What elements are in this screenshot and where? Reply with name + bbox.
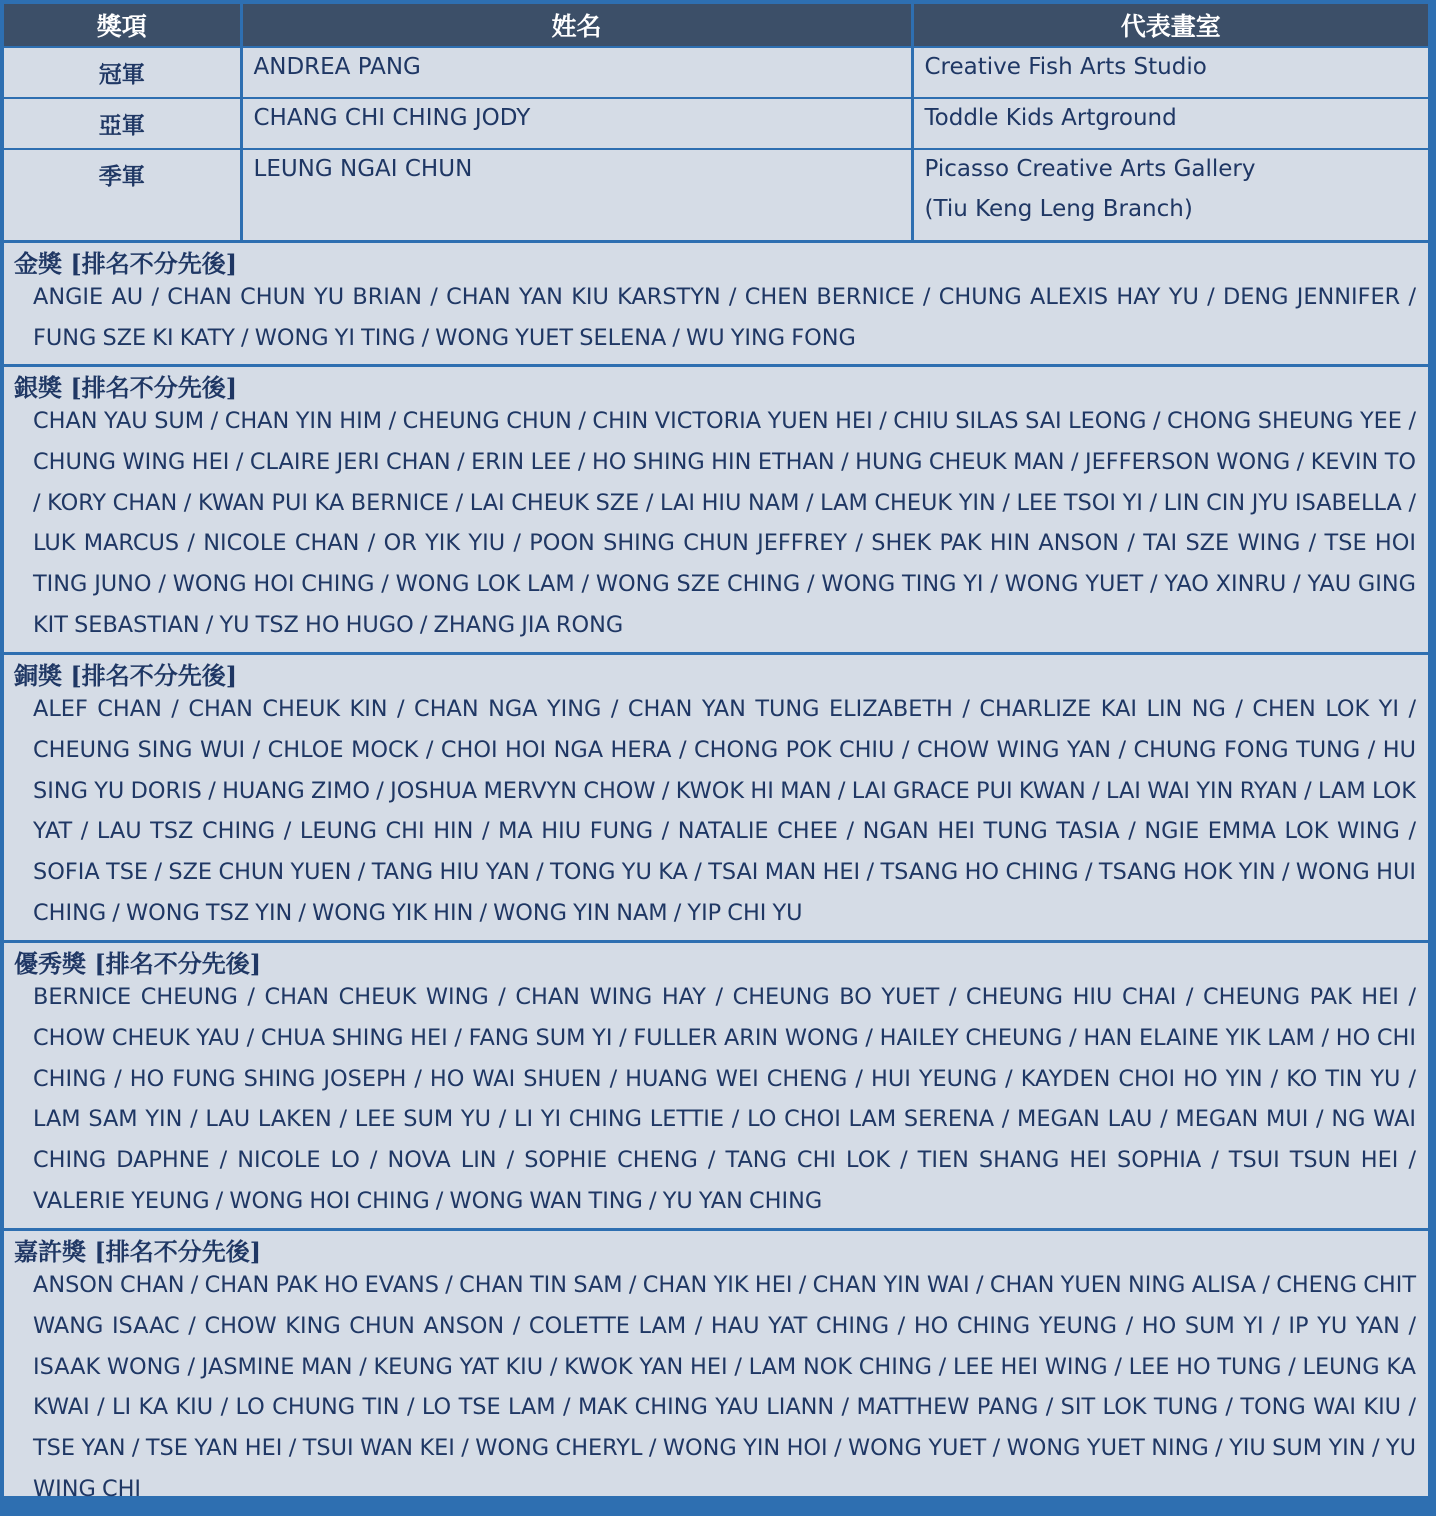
winner-name: ANDREA PANG [253,54,421,80]
studio-cell [912,98,1428,149]
gold-award-section [4,240,1428,364]
award-cell: 亞軍 [4,98,241,149]
winner-name-cell [241,47,912,98]
winner-name: CHANG CHI CHING JODY [253,105,531,131]
winner-name-cell [241,98,912,149]
bronze-award-section [4,652,1428,940]
merit-award-names: BERNICE CHEUNG / CHAN CHEUK WING / CHAN WING HAY / CHEUNG BO YUET / CHEUNG HIU CHAI / CHEUNG PAK HEI / CHOW CHEUK YAU / CHUA SHING HEI / FANG SUM YI / FULLER ARIN WONG / HAILEY CHEUNG / HAN ELAINE YIK LAM / HO CHI CHING / HO FUNG SHING JOSEPH / HO WAI SHUEN / HUANG WEI CHENG / HUI YEUNG / KAYDEN CHOI HO YIN / KO TIN YU / LAM SAM YIN / LAU LAKEN / LEE SUM YU / LI YI CHING LETTIE / LO CHOI LAM SERENA / MEGAN LAU / MEGAN MUI / NG WAI CHING DAPHNE / NICOLE LO / NOVA LIN / SOPHIE CHENG / TANG CHI LOK / TIEN SHANG HEI SOPHIA / TSUI TSUN HEI / VALERIE YEUNG / WONG HOI CHING / WONG WAN TING / YU YAN CHING [33,984,1416,1214]
winner-name-cell [241,149,912,240]
table-row [4,149,1428,240]
header-name: 姓名 [241,4,912,47]
honourable-mention-names: ANSON CHAN / CHAN PAK HO EVANS / CHAN TIN SAM / CHAN YIK HEI / CHAN YIN WAI / CHAN YUEN NING ALISA / CHENG CHIT WANG ISAAC / CHOW KING CHUN ANSON / COLETTE LAM / HAU YAT CHING / HO CHING YEUNG / HO SUM YI / IP YU YAN / ISAAK WONG / JASMINE MAN / KEUNG YAT KIU / KWOK YAN HEI / LAM NOK CHING / LEE HEI WING / LEE HO TUNG / LEUNG KA KWAI / LI KA KIU / LO CHUNG TIN / LO TSE LAM / MAK CHING YAU LIANN / MATTHEW PANG / SIT LOK TUNG / TONG WAI KIU / TSE YAN / TSE YAN HEI / TSUI WAN KEI / WONG CHERYL / WONG YIN HOI / WONG YUET / WONG YUET NING / YIU SUM YIN / YU WING CHI [33,1272,1416,1502]
awards-results-sheet [4,4,1428,1502]
table-header-row [4,4,1428,47]
merit-award-title: 優秀獎 [排名不分先後] [14,949,262,978]
studio-cell [912,149,1428,240]
award-cell: 季軍 [4,149,241,240]
header-studio: 代表畫室 [912,4,1428,47]
studio-name: Picasso Creative Arts Gallery [924,156,1256,182]
award-cell: 冠軍 [4,47,241,98]
winner-name: LEUNG NGAI CHUN [253,156,473,182]
studio-branch: (Tiu Keng Leng Branch) [924,196,1193,222]
honourable-mention-title: 嘉許獎 [排名不分先後] [14,1237,262,1266]
bronze-award-names: ALEF CHAN / CHAN CHEUK KIN / CHAN NGA YING / CHAN YAN TUNG ELIZABETH / CHARLIZE KAI LIN NG / CHEN LOK YI / CHEUNG SING WUI / CHLOE MOCK / CHOI HOI NGA HERA / CHONG POK CHIU / CHOW WING YAN / CHUNG FONG TUNG / HU SING YU DORIS / HUANG ZIMO / JOSHUA MERVYN CHOW / KWOK HI MAN / LAI GRACE PUI KWAN / LAI WAI YIN RYAN / LAM LOK YAT / LAU TSZ CHING / LEUNG CHI HIN / MA HIU FUNG / NATALIE CHEE / NGAN HEI TUNG TASIA / NGIE EMMA LOK WING / SOFIA TSE / SZE CHUN YUEN / TANG HIU YAN / TONG YU KA / TSAI MAN HEI / TSANG HO CHING / TSANG HOK YIN / WONG HUI CHING / WONG TSZ YIN / WONG YIK HIN / WONG YIN NAM / YIP CHI YU [33,696,1416,926]
silver-award-names: CHAN YAU SUM / CHAN YIN HIM / CHEUNG CHUN / CHIN VICTORIA YUEN HEI / CHIU SILAS SAI LEONG / CHONG SHEUNG YEE / CHUNG WING HEI / CLAIRE JERI CHAN / ERIN LEE / HO SHING HIN ETHAN / HUNG CHEUK MAN / JEFFERSON WONG / KEVIN TO / KORY CHAN / KWAN PUI KA BERNICE / LAI CHEUK SZE / LAI HIU NAM / LAM CHEUK YIN / LEE TSOI YI / LIN CIN JYU ISABELLA / LUK MARCUS / NICOLE CHAN / OR YIK YIU / POON SHING CHUN JEFFREY / SHEK PAK HIN ANSON / TAI SZE WING / TSE HOI TING JUNO / WONG HOI CHING / WONG LOK LAM / WONG SZE CHING / WONG TING YI / WONG YUET / YAO XINRU / YAU GING KIT SEBASTIAN / YU TSZ HO HUGO / ZHANG JIA RONG [33,408,1416,638]
silver-award-section [4,364,1428,652]
studio-name: Creative Fish Arts Studio [924,54,1207,80]
silver-award-title: 銀獎 [排名不分先後] [14,373,238,402]
gold-award-names: ANGIE AU / CHAN CHUN YU BRIAN / CHAN YAN KIU KARSTYN / CHEN BERNICE / CHUNG ALEXIS HAY YU / DENG JENNIFER / FUNG SZE KI KATY / WONG YI TING / WONG YUET SELENA / WU YING FONG [33,284,1416,351]
gold-award-title: 金獎 [排名不分先後] [14,249,238,278]
bronze-award-title: 銅獎 [排名不分先後] [14,661,238,690]
top-awards-table [4,4,1428,240]
table-row [4,98,1428,149]
studio-cell [912,47,1428,98]
studio-name: Toddle Kids Artground [924,105,1177,131]
honourable-mention-section [4,1228,1428,1516]
table-row [4,47,1428,98]
header-award: 獎項 [4,4,241,47]
merit-award-section [4,940,1428,1228]
